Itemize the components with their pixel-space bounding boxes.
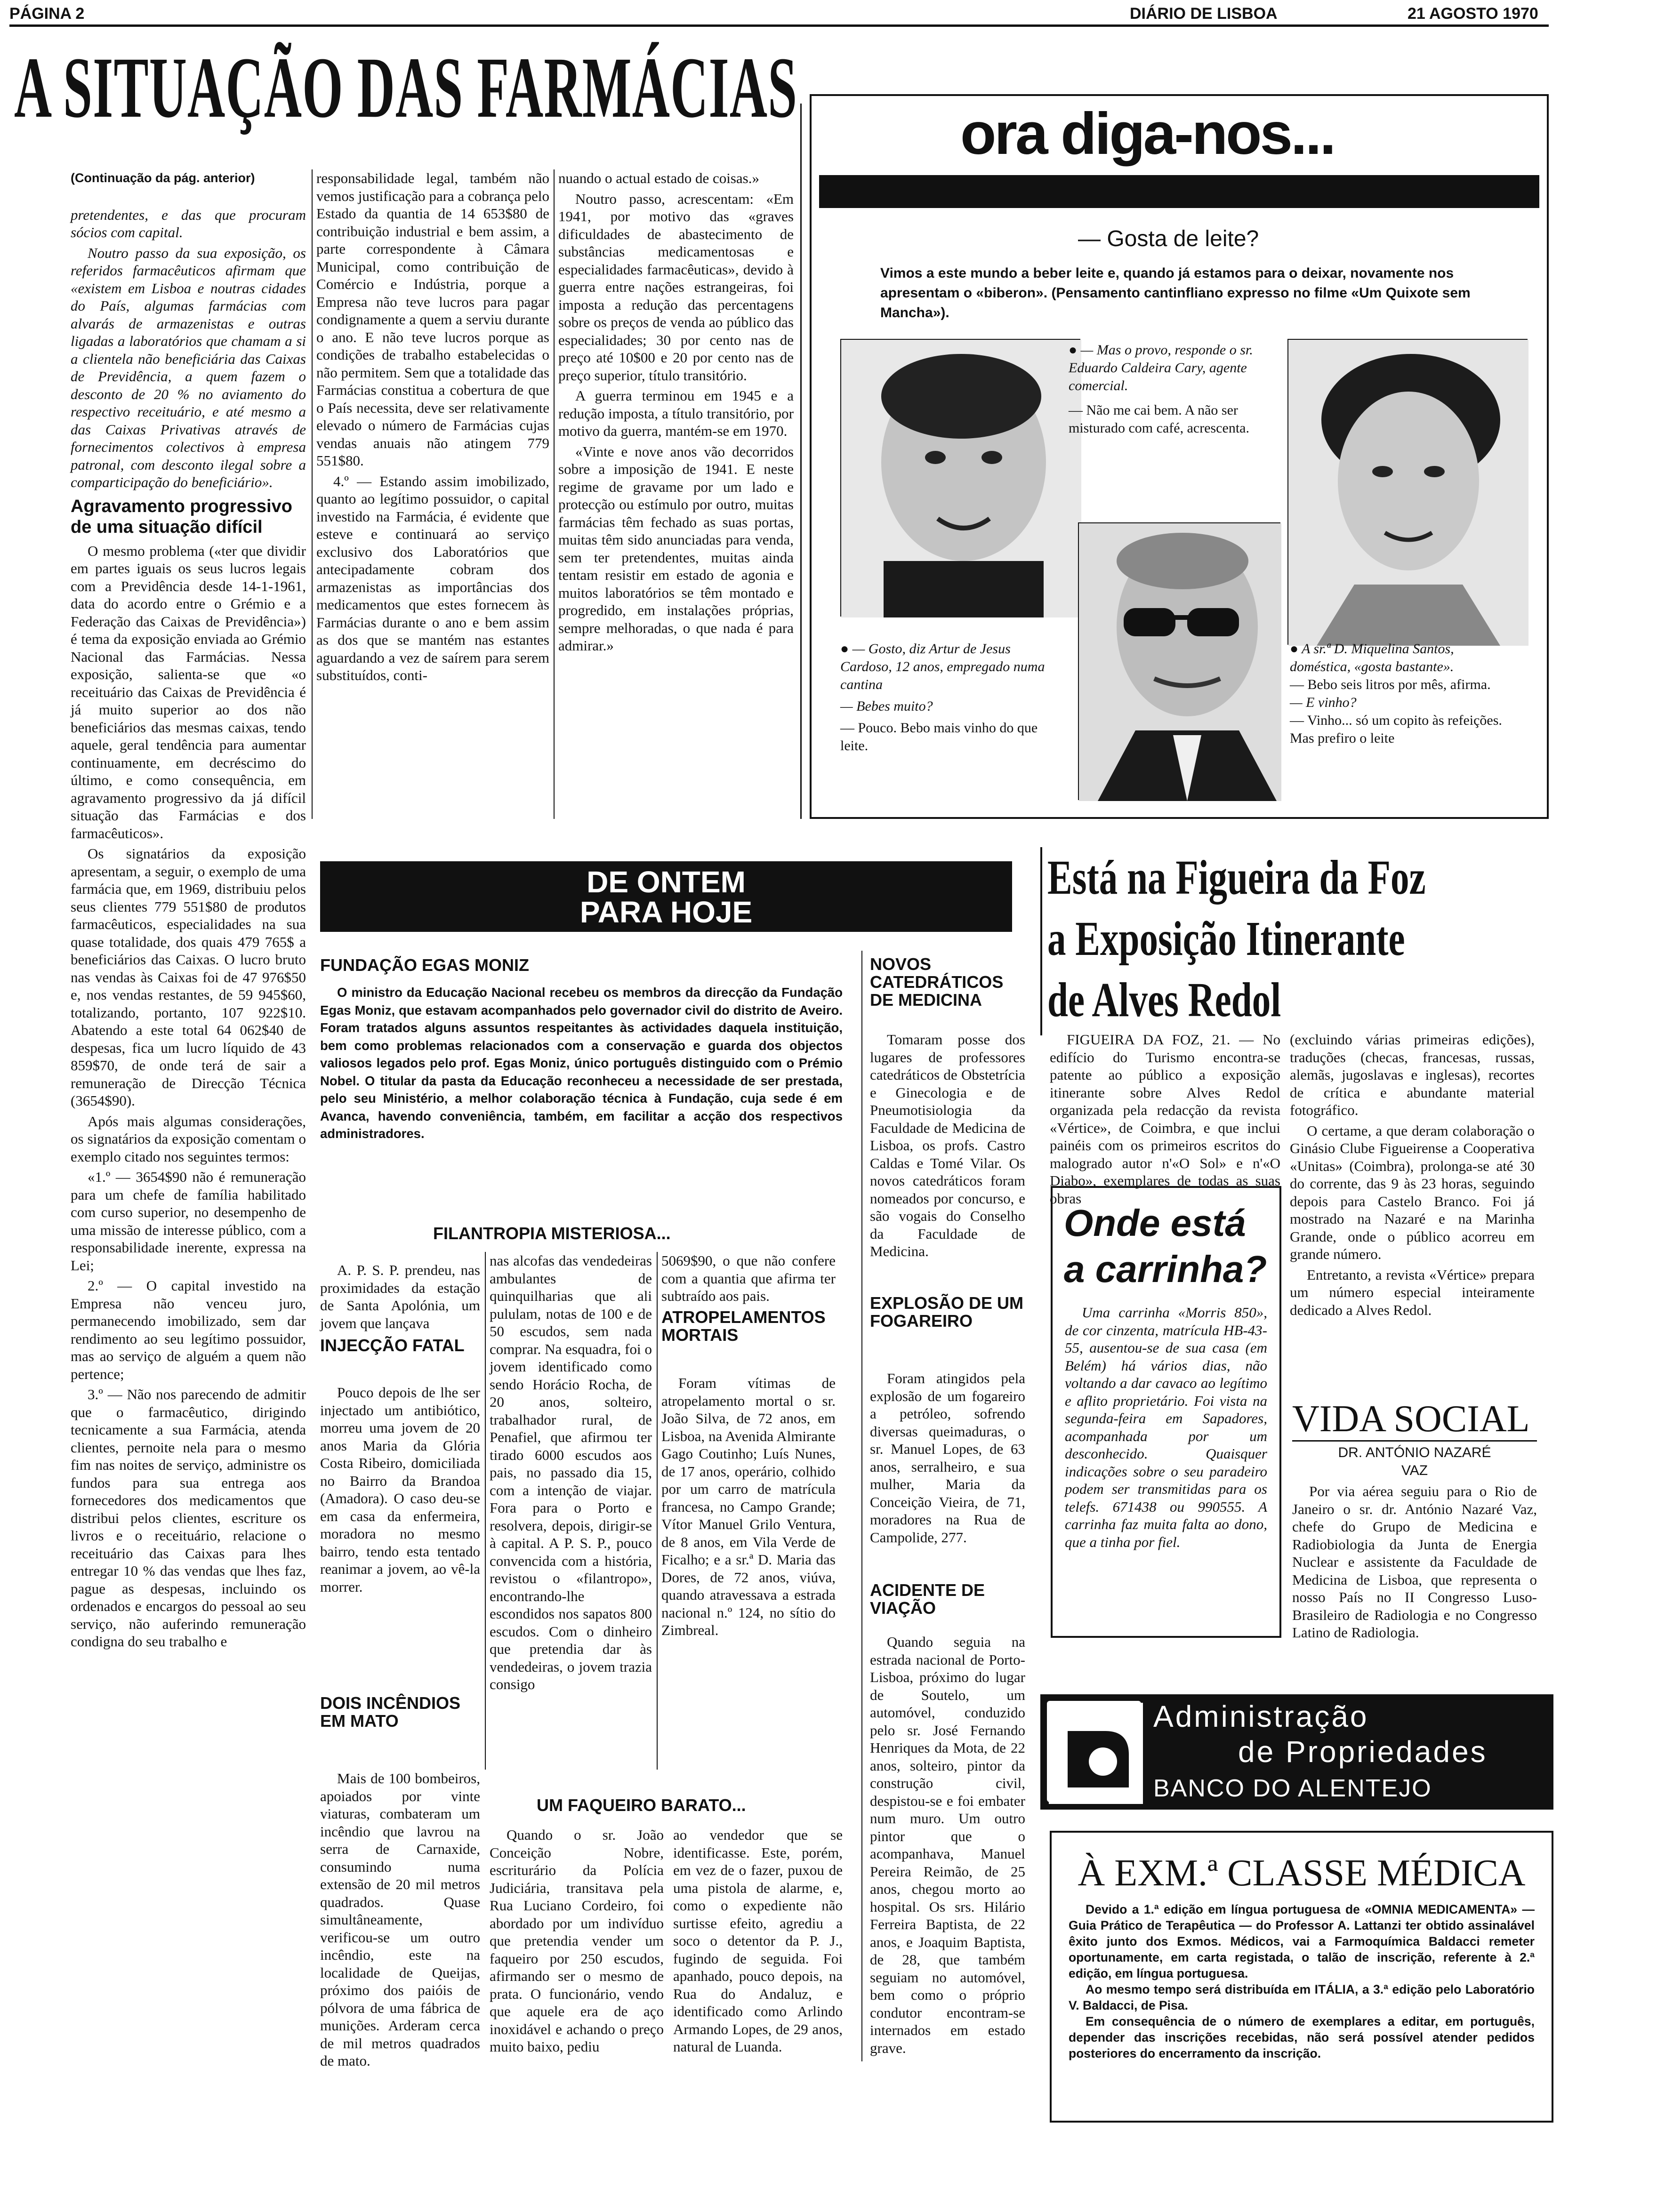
explosao-heading: EXPLOSÃO DE UM FOGAREIRO: [870, 1293, 1024, 1330]
header-rule: [9, 24, 1549, 27]
farmacias-vrule: [800, 104, 802, 819]
caption-right: ● A sr.ª D. Miquelina Santos, doméstica, «gosta bastante». — Bebo seis litros por mês, afirma. — E vinho? — Vinho... só um copito às refeições. Mas prefiro o leite: [1290, 641, 1502, 746]
farmacias-col2: responsabilidade legal, também não vemos justificação para a cobrança pelo Estado da quantia de 14 653$80 de contribuição industrial e bem assim, a parte correspondente à Câmara Municipal, como contribuição de Comércio e Indústria, porque a Empresa não teve lucros para pagar condignamente a quem a serviu durante o ano. E não teve lucros porque as condições de trabalho estabelecidas o não permitem. Sem que a totalidade das Farmácias constitua a cobertura de que o País necessita, deve ser relativamente elevado o número de Farmácias cujas vendas anuais não atingem 779 551$80. 4.º — Estando assim imobilizado, quanto ao legítimo possuidor, o capital investido na Farmácia, é evidente que esteve e continuará ao serviço exclusivo dos Laboratórios que antecipadamente cobram dos armazenistas as importâncias dos medicamentos que estes fornecem às Farmácias durante o ano e bem assim as dos que se mantém nas estantes aguardando a vez de saírem para serem substituídos, conti-: [316, 170, 549, 683]
incendios-text: Mais de 100 bombeiros, apoiados por vinte viaturas, combateram um incêndio que lavrou na serra de Carnaxide, consumindo numa extensão de 20 mil metros quadrados. Quase simultâneamente, verificou-se um outro incêndio, este na localidade de Queijas, próximo dos paióis de pólvora de uma fábrica de munições. Arderam cerca de mil metros quadrados de mato.: [320, 1770, 480, 2069]
injeccao-text: Pouco depois de lhe ser injectado um antibiótico, morreu uma jovem de 20 anos Maria da Glória Costa Ribeiro, domiciliada no Bairro da Brandoa (Amadora). O caso deu-se em casa da enfermeira, moradora no mesmo bairro, tendo esta tentado reanimar a jovem, ao vê-la morrer.: [320, 1384, 480, 1595]
explosao-text: Foram atingidos pela explosão de um fogareiro a petróleo, sofrendo diversas queimaduras, o sr. Manuel Lopes, de 63 anos, serralheiro, e sua mulher, Maria da Conceição Vieira, de 71, moradores na Rua de Campolide, 277.: [870, 1370, 1025, 1546]
fundacao-text: O ministro da Educação Nacional recebeu os membros da direcção da Fundação Egas Moniz, que estavam acompanhados pelo governador civil do distrito de Aveiro. Foram tratados alguns assuntos respeitantes às actividades daquela instituição, bem como problemas relacionados com a conservação e guarda dos objectos valiosos legados pelo prof. Egas Moniz, único português distinguido com o Prémio Nobel. O titular da pasta da Educação reconheceu a necessidade de ser prestada, pelo seu Ministério, a melhor colaboração técnica à Fundação, cuja sede é em Avanca, havendo conveniência, também, em facilitar a acção dos respectivos administradores.: [320, 985, 843, 1141]
atropelamentos-heading: ATROPELAMENTOS MORTAIS: [661, 1307, 826, 1345]
vida-social-heading: VIDA SOCIAL: [1292, 1398, 1530, 1440]
classe-medica-heading: À EXM.ª CLASSE MÉDICA: [1078, 1852, 1526, 1894]
redol-col1: FIGUEIRA DA FOZ, 21. — No edifício do Turismo encontra-se patente ao público a exposição itinerante sobre Alves Redol organizada pela redacção da revista «Vértice», de Coimbra, e que inclui painéis com os primeiros escritos do malogrado autor n'«O Sol» e n'«O Diabo», exemplares de todas as suas obras: [1050, 1031, 1280, 1207]
caption-mid: ● — Mas o provo, responde o sr. Eduardo Caldeira Cary, agente comercial. — Não me cai bem. A não ser misturado com café, acrescenta.: [1069, 342, 1253, 436]
novos-heading: NOVOS CATEDRÁTICOS DE MEDICINA: [870, 954, 1004, 1010]
novos-text: Tomaram posse dos lugares de professores catedráticos de Obstetrícia e Ginecologia e de Pneumotisiologia da Faculdade de Medicina de Lisboa, os profs. Castro Caldas e Tomé Vilar. Os novos catedráticos foram nomeados por concurso, e são vogais do Conselho da Faculdade de Medicina.: [870, 1031, 1025, 1259]
acidente-text: Quando seguia na estrada nacional de Porto-Lisboa, próximo do lugar de Soutelo, um automóvel, conduzido pelo sr. José Fernando Henriques da Mota, de 22 anos, solteiro, pintor da construção civil, despistou-se e foi embater num muro. Um outro pintor que o acompanhava, Manuel Pereira Reimão, de 25 anos, chegou morto ao hospital. Os srs. Hilário Ferreira Baptista, de 22 anos, e Joaquim Baptista, de 28, que também seguiam no automóvel, bem como o próprio condutor encontram-se internados em estado grave.: [870, 1634, 1025, 2056]
de-ontem-banner: DE ONTEM PARA HOJE: [320, 861, 1012, 932]
filantropia-col1: A. P. S. P. prendeu, nas proximidades da estação de Santa Apolónia, um jovem que lançava: [320, 1262, 480, 1331]
redol-headline: Está na Figueira da Foz a Exposição Itinerante de Alves Redol: [1047, 850, 1426, 1027]
ora-title-bar: [819, 175, 1539, 208]
atropelamentos-text: Foram vítimas de atropelamento mortal o sr. João Silva, de 72 anos, em Lisboa, na Avenida Almirante Gago Coutinho; Luís Nunes, de 17 anos, operário, colhido por um carro de matrícula francesa, no Campo Grande; Vítor Manuel Grilo Ventura, de 8 anos, em Vila Verde de Ficalho; e a sr.ª D. Maria das Dores, de 72 anos, viúva, quando atravessava a estrada nacional n.º 124, no sítio do Zimbreal.: [661, 1375, 836, 1638]
injeccao-heading: INJECÇÃO FATAL: [320, 1336, 465, 1355]
issue-date: 21 AGOSTO 1970: [1408, 5, 1538, 23]
ontem-rule-2: [657, 1252, 658, 1770]
faqueiro-col1: Quando o sr. João Conceição Nobre, escriturário da Polícia Judiciária, transitava pela Rua Luciano Cordeiro, foi abordado por um indivíduo que pretendia vender um faqueiro por 250 escudos, afirmando ser o mesmo de prata. O funcionário, vendo que aquele era de aço inoxidável e achando o preço muito baixo, pediu: [490, 1827, 664, 2055]
vida-text: Por via aérea seguiu para o Rio de Janeiro o sr. dr. António Nazaré Vaz, chefe do Grupo de Medicina e Radiobiologia da Junta de Energia Nuclear e assistente da Faculdade de Medicina de Lisboa, que representa o nosso País no II Congresso Luso-Brasileiro de Radiologia e no Congresso Latino de Radiologia.: [1292, 1483, 1537, 1641]
incendios-heading: DOIS INCÊNDIOS EM MATO: [320, 1693, 461, 1731]
banco-ad: Administração de Propriedades BANCO DO ALENTEJO: [1040, 1694, 1553, 1810]
acidente-heading: ACIDENTE DE VIAÇÃO: [870, 1580, 985, 1618]
col-rule-2: [554, 169, 555, 819]
farmacias-subhead: Agravamento progressivo de uma situação difícil: [71, 496, 292, 537]
farmacias-col1: (Continuação da pág. anterior) pretendentes, e das que procuram sócios com capital. Noutro passo da sua exposição, os referidos farmacêuticos afirmam que «existem em Lisboa e noutras cidades do País, algumas farmácias com alvarás de armazenistas e outras ligadas a laboratórios que chamam a si a clientela não beneficiária das Caixas de Previdência, a quem fazem o desconto de 20 % no aviamento do respectivo receituário, e até mesmo a das Caixas Privativas através de fornecimentos colectivos à empresa patronal, com desconto ilegal sobre a comparticipação do beneficiário». Agravamento progressivo de uma situação difícil O mesmo problema («ter que dividir em partes iguais os seus lucros legais com a Previdência desde 14-1-1961, data do acordo entre o Grémio e a Federação das Caixas de Previdência») é tema da exposição enviada ao Grémio Nacional das Farmácias. Nessa exposição, salienta-se que «o receituário das Caixas de Previdência é já muito superior ao dos não beneficiários das mesmas caixas, tendo aquele, geral tendência para aumentar continuamente, em decréscimo do último, e como consequência, em agravamento progressivo da já difícil situação das Farmácias e dos farmacêuticos». Os signatários da exposição apresentam, a seguir, o exemplo de uma farmácia que, em 1969, distribuiu pelos seus clientes 779 551$80 de produtos farmacêuticos, especialidades na sua quase totalidade, dos quais 479 765$ a beneficiários das Caixas. O lucro bruto nas vendas às Caixas foi de 47 976$50 e, nos vendas restantes, de 59 945$60, totalizando, portanto, 107 922$10. Abatendo a este total 64 062$40 de despesas, fica um lucro líquido de 43 859$70, de onde terá de sair a remuneração de Direcção Técnica (3654$90). Após mais algumas considerações, os signatários da exposição comentam o exemplo citado nos seguintes termos: «1.º — 3654$90 não é remuneração para um chefe de família habilitado com curso superior, no desempenho de uma missão de interesse público, com a responsabilidade inerente, expressa na Lei; 2.º — O capital investido na Empresa não venceu juro, permanecendo imobilizado, sem dar rendimento ao seu legítimo possuidor, mas ao serviço de alguém a quem não pertence; 3.º — Não nos parecendo de admitir que o farmacêutico, dirigindo tecnicamente a sua Farmácia, atenda clientes, pernoite nela para o mesmo fim nas noites de serviço, administre os fundos para sua entrega aos fornecedores dos medicamentos que distribui pelos clientes, escriture os livros e o receituário, relacione o receituário das Caixas para lhes entregar 10 % das vendas que lhes faz, pague as despesas, incluindo os ordenados e encargos do pessoal ao seu serviço, não auferindo remuneração condigna do seu trabalho e: [71, 169, 306, 2080]
filantropia-col3: 5069$90, o que não confere com a quantia que afirma ter subtraído aos pais.: [661, 1252, 836, 1304]
ontem-rule-1: [485, 1252, 486, 1770]
farmacias-col3: nuando o actual estado de coisas.» Noutro passo, acrescentam: «Em 1941, por motivo das «graves dificuldades de abastecimento de substâncias medicamentosas e especialidades farmacêuticas», devido à guerra entre nações estrangeiras, foi imposta a redução das percentagens sobre os preços de venda ao público das especialidades; 30 por cento nas de preço até 10$00 e 20 por cento nas de preço superior, título transitório. A guerra terminou em 1945 e a redução imposta, a título transitório, por motivo da guerra, mantém-se em 1970. «Vinte e nove anos vão decorridos sobre a imposição de 1941. E neste regime de gravame por um lado e protecção ou estímulo por outro, muitas farmácias têm fechado as suas portas, muitas têm sido anunciadas para venda, sem ter pretendentes, muitas ainda tentam resistir em estado de agonia e muitos laboratórios se têm montado e progredido, em instalações próprias, sempre melhoradas, o que nada é para admirar.»: [558, 170, 794, 654]
filantropia-col2: nas alcofas das vendedeiras ambulantes de quinquilharias que ali pululam, notas de 100 e de 50 escudos, sem nada comprar. Na esquadra, foi o jovem identificado como sendo Horácio Rocha, de 20 anos, solteiro, trabalhador rural, de Penafiel, que afirmou ter tirado 6000 escudos aos pais, no passado dia 15, com a intenção de viajar. Fora para o Porto e resolvera, depois, dirigir-se à capital. A P. S. P., pouco convencida com a história, revistou o «filantropo», encontrando-lhe escondidos nos sapatos 800 escudos. Com o dinheiro que pretendia dar às vendedeiras, o jovem trazia consigo: [490, 1252, 652, 1692]
col-rule-1: [312, 169, 313, 819]
ontem-rule-3: [861, 951, 862, 2061]
newspaper-name: DIÁRIO DE LISBOA: [1130, 5, 1278, 23]
fundacao-heading: FUNDAÇÃO EGAS MONIZ: [320, 955, 529, 975]
filantropia-heading: FILANTROPIA MISTERIOSA...: [433, 1224, 671, 1243]
banco-logo-icon: [1047, 1701, 1141, 1802]
vida-byline: DR. ANTÓNIO NAZARÉ VAZ: [1338, 1445, 1491, 1478]
ora-question: — Gosta de leite?: [1078, 226, 1259, 251]
classe-medica-text: Devido a 1.ª edição em língua portuguesa de «OMNIA MEDICAMENTA» — Guia Prático de Terapêutica — do Professor A. Lattanzi ter obtido assinalável êxito junto dos Exmos. Médicos, vai a Farmoquímica Baldacci remeter oportunamente, em carta registada, o talão de inscrição, referente à 2.ª edição, em língua portuguesa. Ao mesmo tempo será distribuída em ITÁLIA, a 3.ª edição pelo Laboratório V. Baldacci, de Pisa. Em consequência de o número de exemplares a editar, em português, depender das inscrições recebidas, não será possível atender pedidos posteriores do encerramento da inscrição.: [1069, 1902, 1535, 2060]
farmacias-headline: A SITUAÇÃO DAS FARMÁCIAS: [14, 40, 798, 136]
carrinha-headline: Onde está a carrinha?: [1064, 1202, 1267, 1290]
redol-rule: [1040, 847, 1042, 1035]
continuation-note: (Continuação da pág. anterior): [71, 171, 255, 185]
caption-left: ● — Gosto, diz Artur de Jesus Cardoso, 12 anos, empregado numa cantina — Bebes muito? — Pouco. Bebo mais vinho do que leite.: [840, 641, 1045, 753]
photo-boy: [840, 339, 1080, 617]
carrinha-text: Uma carrinha «Morris 850», de cor cinzenta, matrícula HB-43-55, ausentou-se de sua casa (em Belém) há vários dias, não voltando a dar cavaco ao legítimo e aflito proprietário. Foi vista na segunda-feira em Sapadores, acompanhada por um desconhecido. Quaisquer indicações sobre o seu paradeiro podem ser transmitidas para os telefs. 671438 ou 990555. A carrinha faz muita falta ao dono, que a tinha por fiel.: [1065, 1304, 1267, 1550]
page-number: PÁGINA 2: [9, 5, 85, 23]
photo-woman: [1287, 339, 1528, 645]
redol-col2: (excluindo várias primeiras edições), traduções (checas, francesas, russas, alemãs, jugoslavas e inglesas), recortes de crítica e abundante material fotográfico. O certame, a que deram colaboração o Ginásio Clube Figueirense a Cooperativa «Unitas» (Coimbra), prolonga-se até 30 do corrente, das 9 às 23 horas, seguindo depois para Castelo Branco. Foi já mostrado na Nazaré e na Marinha Grande, onde o público acorreu em grande número. Entretanto, a revista «Vértice» prepara um número especial inteiramente dedicado a Alves Redol.: [1290, 1031, 1535, 1318]
faqueiro-col2: ao vendedor que se identificasse. Este, porém, em vez de o fazer, puxou de uma pistola de alarme, e, como o expediente não surtisse efeito, agrediu a soco o detentor da P. J., fugindo de seguida. Foi apanhado, pouco depois, na Rua do Andaluz, e identificado como Arlindo Armando Lopes, de 29 anos, natural de Luanda.: [673, 1827, 843, 2055]
ora-intro: Vimos a este mundo a beber leite e, quando já estamos para o deixar, novamente nos apresentam o «biberon». (Pensamento cantinfliano expresso no filme «Um Quixote sem Mancha»).: [880, 265, 1471, 321]
faqueiro-heading: UM FAQUEIRO BARATO...: [537, 1795, 746, 1815]
photo-man-sunglasses: [1078, 522, 1280, 800]
ora-title: ora diga-nos...: [960, 101, 1335, 167]
vida-rule: [1292, 1440, 1537, 1442]
